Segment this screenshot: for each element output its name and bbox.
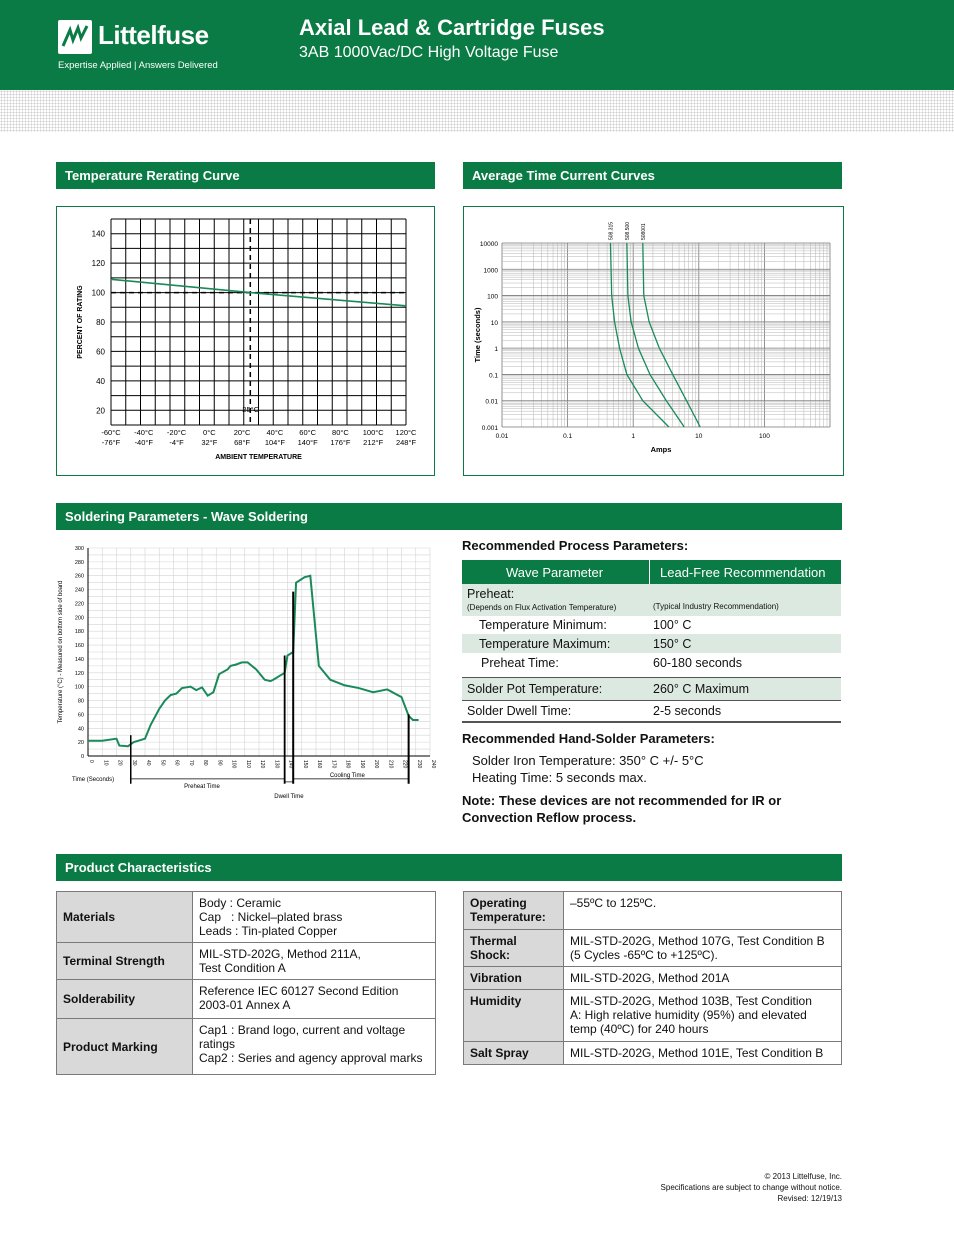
x-tick-label: 160 xyxy=(316,760,322,769)
tcc-chart-panel xyxy=(463,206,844,476)
process-params-title: Recommended Process Parameters: xyxy=(462,538,689,553)
x-tick-label-celsius: -60°C xyxy=(101,428,121,437)
value-line: MIL-STD-202G, Method 211A, xyxy=(199,947,361,961)
param-row xyxy=(462,700,841,723)
littelfuse-logo-icon xyxy=(58,20,92,54)
x-tick-label-celsius: 100°C xyxy=(362,428,384,437)
section-rerating: Temperature Rerating Curve xyxy=(56,162,435,189)
value-line: Test Condition A xyxy=(199,961,286,975)
x-tick-label: 10 xyxy=(695,433,703,440)
y-tick-label: 80 xyxy=(77,698,84,705)
page-title: Axial Lead & Cartridge Fuses xyxy=(299,15,605,40)
revision-date: Revised: 12/19/13 xyxy=(777,1194,842,1203)
preheat-label: Preheat Time xyxy=(184,783,220,790)
param-row xyxy=(462,677,841,700)
hand-solder-title: Recommended Hand-Solder Parameters: xyxy=(462,731,715,746)
row-label: Vibration xyxy=(464,967,564,990)
x-tick-label: 20 xyxy=(116,760,123,766)
x-tick-label: 130 xyxy=(273,760,280,769)
y-tick-label: 100 xyxy=(74,684,84,691)
y-tick-label: 100 xyxy=(487,293,498,301)
y-tick-label: 40 xyxy=(77,726,84,733)
x-tick-label: 50 xyxy=(159,760,166,766)
x-tick-label: 240 xyxy=(430,760,436,769)
y-tick-label: 140 xyxy=(91,229,105,239)
param-name: Solder Dwell Time: xyxy=(467,704,572,718)
page-subtitle: 3AB 1000Vac/DC High Voltage Fuse xyxy=(299,44,559,61)
row-label: Materials xyxy=(57,892,193,943)
y-tick-label: 140 xyxy=(74,656,84,663)
param-row xyxy=(462,616,841,634)
row-value xyxy=(564,990,842,1042)
rerating-chart-panel xyxy=(56,206,435,476)
hand-solder-line2: Heating Time: 5 seconds max. xyxy=(472,770,647,785)
x-tick-label: 140 xyxy=(287,760,294,769)
x-axis-label: AMBIENT TEMPERATURE xyxy=(215,454,302,461)
solder-profile-chart xyxy=(52,538,442,820)
process-params-table xyxy=(462,560,841,723)
param-value: 60-180 seconds xyxy=(653,655,742,670)
row-value xyxy=(564,1042,842,1065)
y-tick-label: 0.001 xyxy=(481,425,498,432)
value-line: MIL-STD-202G, Method 103B, Test Condition xyxy=(570,994,812,1008)
cooling-label: Cooling Time xyxy=(329,772,365,779)
row-label: Product Marking xyxy=(57,1019,193,1075)
x-tick-label-fahrenheit: -76°F xyxy=(101,438,121,447)
value-line: A: High relative humidity (95%) and elevated xyxy=(570,1008,807,1022)
x-tick-label: 170 xyxy=(330,760,337,769)
row-label: Terminal Strength xyxy=(57,943,193,980)
x-tick-label-fahrenheit: 32°F xyxy=(201,438,218,447)
x-axis-label: Amps xyxy=(650,445,672,454)
hand-solder-line1: Solder Iron Temperature: 350° C +/- 5°C xyxy=(472,753,704,768)
x-tick-label-celsius: 20°C xyxy=(233,428,251,437)
x-tick-label: 0 xyxy=(88,760,94,763)
x-tick-label: 90 xyxy=(216,760,223,766)
y-tick-label: 10 xyxy=(490,319,498,327)
col-lead-free: Lead-Free Recommendation xyxy=(649,560,825,584)
series-label: 508001 xyxy=(640,223,647,240)
y-tick-label: 0.1 xyxy=(488,372,498,380)
x-tick-label: 70 xyxy=(187,760,194,766)
col-wave-parameter: Wave Parameter xyxy=(506,564,604,580)
y-tick-label: 300 xyxy=(74,546,84,552)
annotation-25c: 25°C xyxy=(242,405,260,415)
row-value xyxy=(564,892,842,930)
y-tick-label: 20 xyxy=(77,740,84,747)
x-tick-label: 1 xyxy=(631,433,636,440)
label-line: Temperature: xyxy=(470,910,546,924)
x-tick-label: 190 xyxy=(358,760,365,769)
param-row xyxy=(462,634,841,653)
x-tick-label: 100 xyxy=(230,760,237,769)
disclaimer: Specifications are subject to change without notice. xyxy=(660,1183,842,1192)
y-tick-label: 200 xyxy=(74,615,84,622)
value-line: Body : Ceramic xyxy=(199,896,282,910)
value-line: –55ºC to 125ºC. xyxy=(570,896,657,910)
table-row xyxy=(57,980,436,1019)
y-tick-label: 120 xyxy=(74,670,84,677)
x-tick-label: 40 xyxy=(145,760,151,766)
table-row xyxy=(464,990,842,1042)
table-row xyxy=(464,892,842,930)
x-tick-label: 60 xyxy=(173,760,180,766)
param-value: 260° C Maximum xyxy=(653,682,749,696)
param-name: Temperature Minimum: xyxy=(479,618,607,632)
y-tick-label: 1 xyxy=(494,346,498,354)
process-params-header xyxy=(462,560,841,584)
x-tick-label-fahrenheit: 104°F xyxy=(264,438,285,447)
table-row xyxy=(464,1042,842,1065)
y-tick-label: 100 xyxy=(91,288,105,298)
x-tick-label: 180 xyxy=(344,760,351,769)
x-tick-label: 120 xyxy=(259,760,265,769)
preheat-note: (Depends on Flux Activation Temperature) xyxy=(467,603,617,612)
y-tick-label: 120 xyxy=(91,259,105,269)
page-footer xyxy=(661,1171,842,1204)
x-tick-label: 30 xyxy=(130,760,137,766)
table-row xyxy=(464,930,842,967)
label-line: Shock: xyxy=(470,948,511,962)
row-value xyxy=(193,1019,436,1075)
x-tick-label: 210 xyxy=(387,760,394,769)
row-value xyxy=(564,930,842,967)
y-tick-label: 1000 xyxy=(483,267,498,275)
row-value xyxy=(193,892,436,943)
param-row xyxy=(462,653,841,672)
copyright: © 2013 Littelfuse, Inc. xyxy=(764,1172,842,1181)
page-header xyxy=(0,0,954,90)
preheat-recommendation-note: (Typical Industry Recommendation) xyxy=(653,602,779,611)
x-tick-label-celsius: 60°C xyxy=(299,428,317,437)
solder-profile-curve xyxy=(88,576,419,747)
x-tick-label-fahrenheit: 212°F xyxy=(363,438,384,447)
x-tick-label: 0.1 xyxy=(563,433,573,440)
y-tick-label: 180 xyxy=(74,629,84,636)
y-tick-label: 240 xyxy=(74,587,84,594)
x-tick-label: 230 xyxy=(415,760,422,769)
value-line: MIL-STD-202G, Method 101E, Test Condition B xyxy=(570,1046,824,1060)
x-tick-label: 220 xyxy=(401,760,408,769)
param-value: 100° C xyxy=(653,618,692,632)
row-value xyxy=(564,967,842,990)
row-value xyxy=(193,943,436,980)
param-name: Preheat Time: xyxy=(481,655,559,670)
param-value: 150° C xyxy=(653,636,692,651)
y-tick-label: 60 xyxy=(96,347,105,357)
y-tick-label: 280 xyxy=(74,559,84,566)
y-tick-label: 0.01 xyxy=(485,398,498,406)
x-tick-label-fahrenheit: 68°F xyxy=(234,438,251,447)
y-tick-label: 20 xyxy=(96,406,105,416)
x-tick-label-celsius: 40°C xyxy=(266,428,284,437)
y-tick-label: 0 xyxy=(80,754,84,760)
dot-pattern-band xyxy=(0,90,954,132)
section-product: Product Characteristics xyxy=(56,854,842,881)
param-value: 2-5 seconds xyxy=(653,704,722,718)
value-line: Cap : Nickel–plated brass xyxy=(199,910,343,924)
x-tick-label: 200 xyxy=(373,760,379,769)
product-characteristics-left xyxy=(56,891,436,1075)
label-line: Operating xyxy=(470,896,527,910)
x-tick-label-fahrenheit: 248°F xyxy=(395,438,417,447)
table-row xyxy=(57,892,436,943)
row-label xyxy=(464,930,564,967)
x-tick-label-celsius: 80°C xyxy=(332,428,349,437)
y-tick-label: 40 xyxy=(96,376,105,386)
x-tick-label-fahrenheit: 140°F xyxy=(297,438,318,447)
rerating-chart xyxy=(57,207,434,475)
table-row xyxy=(57,1019,436,1075)
row-label: Solderability xyxy=(57,980,193,1019)
value-line: (5 Cycles -65ºC to +125ºC). xyxy=(570,948,718,962)
series-label: 508.315 xyxy=(608,221,615,240)
row-label xyxy=(464,892,564,930)
x-tick-label: 150 xyxy=(301,760,308,769)
x-axis-label: Time (Seconds) xyxy=(72,777,115,783)
brand-name: Littelfuse xyxy=(98,20,209,50)
x-tick-label-fahrenheit: -40°F xyxy=(134,438,153,447)
table-row xyxy=(464,967,842,990)
value-line: ratings xyxy=(199,1037,236,1051)
product-characteristics-right xyxy=(463,891,842,1065)
x-tick-label-fahrenheit: 176°F xyxy=(330,438,351,447)
x-tick-label-celsius: 120°C xyxy=(395,428,417,437)
label-line: Thermal xyxy=(470,934,517,948)
value-line: MIL-STD-202G, Method 201A xyxy=(570,971,730,985)
value-line: temp (40ºC) for 240 hours xyxy=(570,1022,709,1036)
tcc-chart xyxy=(464,207,843,475)
x-tick-label-celsius: -40°C xyxy=(134,428,154,437)
y-axis-label: Time (seconds) xyxy=(473,307,482,363)
x-tick-label: 100 xyxy=(758,433,770,440)
x-tick-label-celsius: 0°C xyxy=(203,428,216,437)
reflow-note: Note: These devices are not recommended for IR or Convection Reflow process. xyxy=(462,793,782,825)
y-tick-label: 60 xyxy=(77,712,84,719)
table-row xyxy=(57,943,436,980)
y-axis-label: PERCENT OF RATING xyxy=(77,285,84,359)
row-label: Salt Spray xyxy=(464,1042,564,1065)
series-label: 508.500 xyxy=(624,221,631,240)
x-tick-label: 110 xyxy=(244,760,251,768)
dwell-label: Dwell Time xyxy=(274,793,304,800)
x-tick-label: 80 xyxy=(202,760,208,766)
value-line: Leads : Tin-plated Copper xyxy=(199,924,338,938)
y-tick-label: 10000 xyxy=(479,241,498,248)
value-line: MIL-STD-202G, Method 107G, Test Condition B xyxy=(570,934,825,948)
section-tcc: Average Time Current Curves xyxy=(463,162,842,189)
y-axis-label: Temperature (°C) - Measured on bottom side of board xyxy=(58,580,64,724)
brand-tagline: Expertise Applied | Answers Delivered xyxy=(58,60,218,71)
y-tick-label: 260 xyxy=(74,573,84,580)
section-soldering: Soldering Parameters - Wave Soldering xyxy=(56,503,842,530)
row-value xyxy=(193,980,436,1019)
x-tick-label-fahrenheit: -4°F xyxy=(169,438,184,447)
y-tick-label: 160 xyxy=(74,643,84,650)
value-line: Reference IEC 60127 Second Edition xyxy=(199,984,399,998)
x-tick-label: 10 xyxy=(102,760,109,766)
value-line: Cap2 : Series and agency approval marks xyxy=(199,1051,423,1065)
y-tick-label: 220 xyxy=(74,601,84,608)
param-name: Solder Pot Temperature: xyxy=(467,682,603,696)
y-tick-label: 80 xyxy=(96,318,105,327)
x-tick-label-celsius: -20°C xyxy=(166,428,187,437)
value-line: 2003-01 Annex A xyxy=(199,998,291,1012)
param-name: Temperature Maximum: xyxy=(479,636,611,651)
x-tick-label: 0.01 xyxy=(495,433,509,440)
preheat-row xyxy=(462,584,841,616)
row-label: Humidity xyxy=(464,990,564,1042)
value-line: Cap1 : Brand logo, current and voltage xyxy=(199,1023,406,1037)
preheat-label: Preheat: xyxy=(467,587,515,601)
